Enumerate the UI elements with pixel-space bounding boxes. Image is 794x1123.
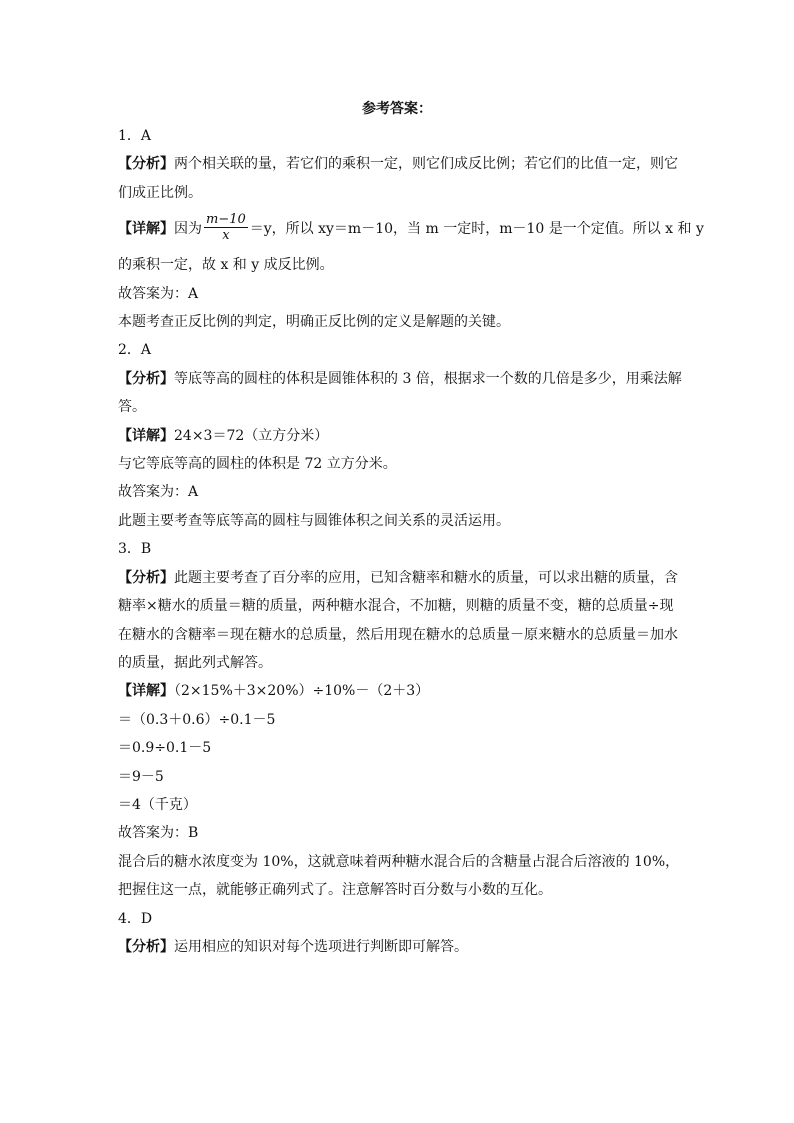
q3-detail-text-1: （2×15%＋3×20%）÷10%－（2＋3） bbox=[174, 683, 430, 700]
q4-analysis bbox=[118, 933, 684, 961]
q1-analysis-text-1: 两个相关联的量，若它们的乘积一定，则它们成反比例；若它们的比值一定，则它 bbox=[174, 156, 678, 173]
answer-content bbox=[118, 122, 704, 961]
q1-answer: 故答案为：A bbox=[118, 285, 199, 302]
q2-number: 2．A bbox=[118, 342, 152, 359]
analysis-tag: 【分析】 bbox=[118, 370, 174, 387]
q2-analysis-text-2: 答。 bbox=[118, 399, 146, 416]
analysis-tag: 【分析】 bbox=[118, 569, 174, 586]
q4-analysis-text-1: 运用相应的知识对每个选项进行判断即可解答。 bbox=[174, 938, 468, 955]
q2-answer: 故答案为：A bbox=[118, 484, 199, 501]
q3-detail-text-3: ＝0.9÷0.1－5 bbox=[118, 740, 212, 757]
analysis-tag: 【分析】 bbox=[118, 938, 174, 955]
detail-tag: 【详解】 bbox=[118, 427, 174, 444]
q3-detail-text-2: ＝（0.3＋0.6）÷0.1－5 bbox=[118, 711, 276, 728]
q2-detail bbox=[118, 422, 684, 450]
q3-detail bbox=[118, 677, 684, 705]
detail-tag: 【详解】 bbox=[118, 221, 174, 238]
q1-note: 本题考查正反比例的判定，明确正反比例的定义是解题的关键。 bbox=[118, 314, 510, 331]
fraction-numerator: m−10 bbox=[206, 211, 246, 227]
q3-analysis-text-3: 在糖水的含糖率＝现在糖水的总质量，然后用现在糖水的总质量－原来糖水的总质量＝加水 bbox=[118, 626, 678, 643]
q3-answer: 故答案为：B bbox=[118, 825, 199, 842]
detail-tag: 【详解】 bbox=[118, 683, 174, 700]
q3-detail-text-4: ＝9－5 bbox=[118, 768, 164, 785]
q3-number: 3．B bbox=[118, 541, 152, 558]
q4-number: 4．D bbox=[118, 910, 153, 927]
q3-detail-text-5: ＝4（千克） bbox=[118, 796, 197, 813]
q3-analysis-text-2: 糖率×糖水的质量＝糖的质量，两种糖水混合，不加糖，则糖的质量不变，糖的总质量÷现 bbox=[118, 598, 674, 615]
q1-analysis bbox=[118, 150, 684, 178]
q3-analysis-text-1: 此题主要考查了百分率的应用，已知含糖率和糖水的质量，可以求出糖的质量，含 bbox=[174, 569, 678, 586]
q3-analysis-text-4: 的质量，据此列式解答。 bbox=[118, 654, 272, 671]
q3-analysis bbox=[118, 564, 684, 592]
q1-detail-text-2: 的乘积一定，故 x 和 y 成反比例。 bbox=[118, 257, 334, 274]
q1-analysis-text-2: 们成正比例。 bbox=[118, 184, 202, 201]
q2-analysis-text-1: 等底等高的圆柱的体积是圆锥体积的 3 倍，根据求一个数的几倍是多少，用乘法解 bbox=[174, 370, 682, 387]
q1-detail-post: ＝y，所以 xy＝m－10，当 m 一定时，m－10 是一个定值。所以 x 和 y bbox=[249, 221, 704, 238]
q3-note-text-2: 把握住这一点，就能够正确列式了。注意解答时百分数与小数的互化。 bbox=[118, 882, 552, 899]
q1-number: 1．A bbox=[118, 128, 152, 144]
q1-detail-pre: 因为 bbox=[174, 221, 202, 238]
q2-analysis bbox=[118, 365, 684, 393]
fraction-denominator: x bbox=[222, 227, 230, 243]
q2-detail-text-2: 与它等底等高的圆柱的体积是 72 立方分米。 bbox=[118, 456, 397, 473]
q1-detail bbox=[118, 207, 704, 251]
q2-detail-text-1: 24×3＝72（立方分米） bbox=[174, 427, 329, 444]
q3-note-text-1: 混合后的糖水浓度变为 10%，这就意味着两种糖水混合后的含糖量占混合后溶液的 10%， bbox=[118, 853, 680, 870]
q2-note: 此题主要考查等底等高的圆柱与圆锥体积之间关系的灵活运用。 bbox=[118, 512, 510, 529]
page-title: 参考答案： bbox=[362, 101, 432, 117]
fraction bbox=[204, 212, 248, 243]
analysis-tag: 【分析】 bbox=[118, 156, 174, 173]
